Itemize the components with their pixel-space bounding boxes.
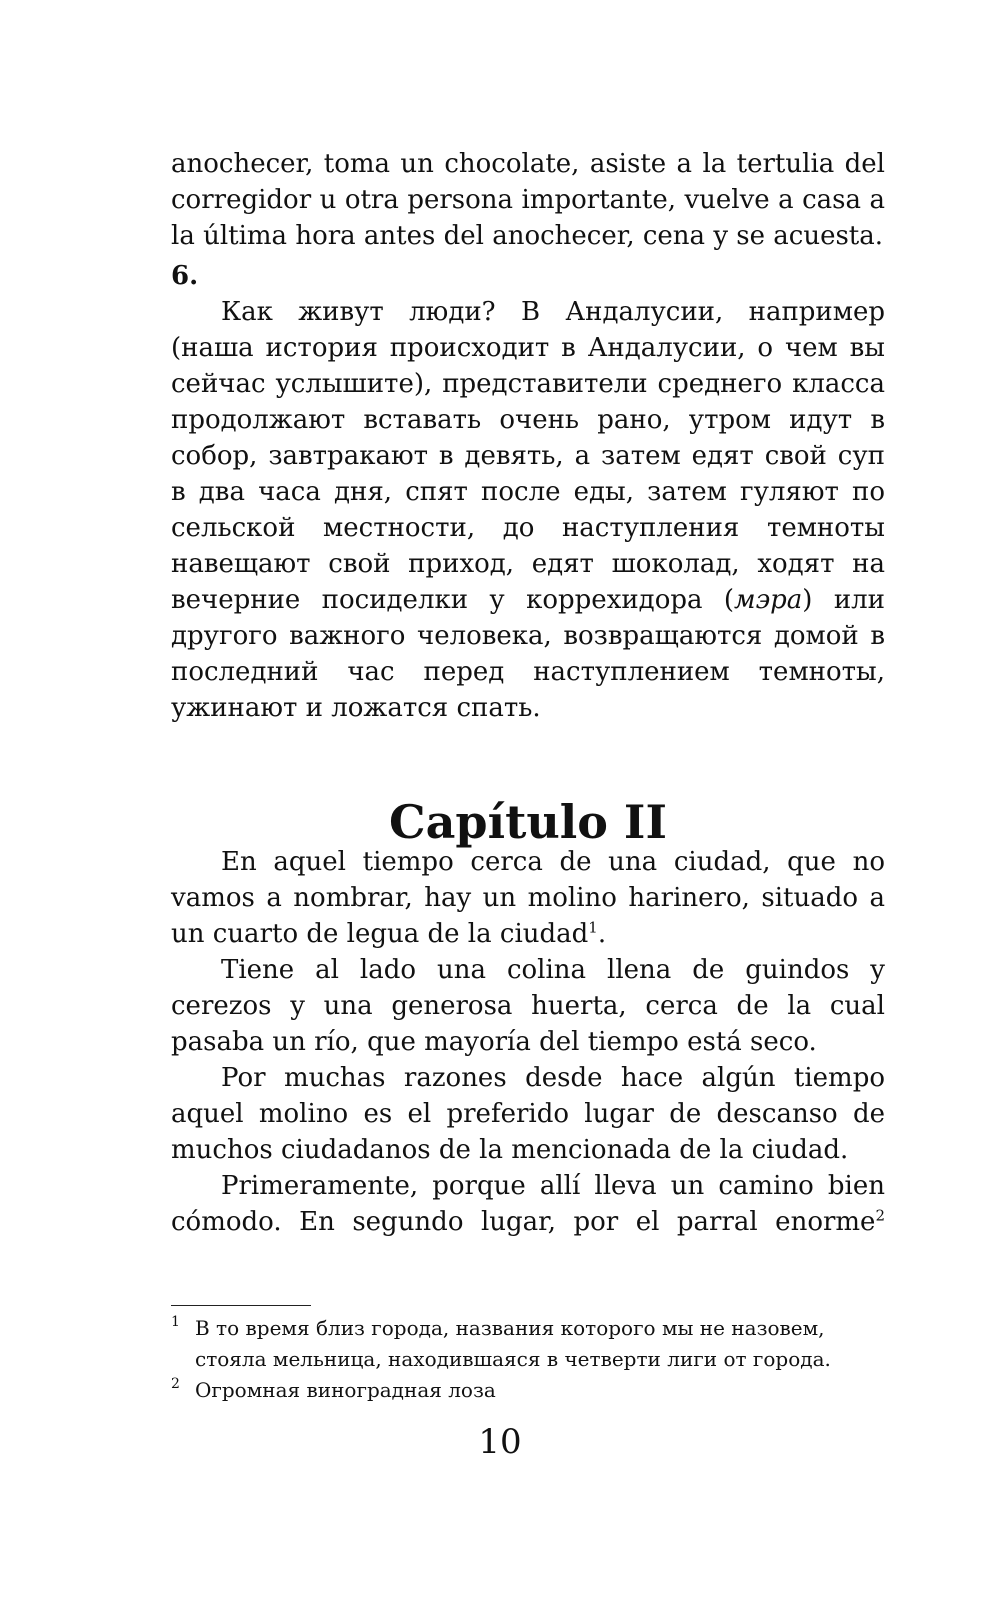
text-block-chapter — [171, 844, 885, 1240]
paragraph-1-text: En aquel tiempo cerca de una ciudad, que no vamos a nombrar, hay un molino harinero, situado a un cuarto de legua de la ciudad — [171, 847, 885, 949]
footnote-ref-1[interactable]: 1 — [588, 918, 598, 937]
continued-paragraph: anochecer, toma un chocolate, asiste a la tertulia del corregidor u otra persona importante, vuelve a casa a la última hora antes del anochecer, cena y se acuesta. — [171, 149, 885, 251]
paragraph-4-text: Primeramente, porque allí lleva un camino bien cómodo. En segundo lugar, por el parral enorme — [171, 1171, 885, 1237]
footnote-2-mark: 2 — [171, 1376, 180, 1392]
section-number: 6. — [171, 261, 199, 291]
footnote-2 — [171, 1375, 885, 1406]
footnote-1-mark: 1 — [171, 1314, 180, 1330]
russian-italic-word: мэра — [734, 585, 803, 615]
footnote-ref-2[interactable]: 2 — [875, 1206, 885, 1225]
russian-text-after: ) или другого важного человека, возвращаются домой в последний час перед наступлением темноты, ужинают и ложатся спать. — [171, 585, 886, 723]
footnote-divider — [171, 1305, 311, 1306]
paragraph-4 — [171, 1168, 885, 1240]
text-block-top — [171, 146, 885, 726]
footnote-1-text: В то время близ города, названия которого мы не назовем, стояла мельница, находившаяся в четверти лиги от города. — [195, 1316, 831, 1371]
paragraph-1-end: . — [597, 919, 607, 949]
russian-paragraph — [171, 294, 885, 726]
paragraph-3: Por muchas razones desde hace algún tiempo aquel molino es el preferido lugar de descanso de muchos ciudadanos de la mencionada de la ciudad. — [171, 1063, 885, 1165]
paragraph-1 — [171, 844, 885, 952]
russian-text-before: Как живут люди? В Андалусии, например (наша история происходит в Андалусии, о чем вы сейчас услышите), представители среднего класса продолжают вставать очень рано, утром идут в собор, завтракают в девять, а затем едят свой суп в два часа дня, спят после еды, затем гуляют по сельской местности, до наступления темноты навещают свой приход, едят шоколад, ходят на вечерние посиделки у коррехидора ( — [171, 297, 885, 615]
paragraph-2: Tiene al lado una colina llena de guindos y cerezos y una generosa huerta, cerca de la cual pasaba un río, que mayoría del tiempo está seco. — [171, 955, 885, 1057]
chapter-title: Capítulo II — [389, 795, 667, 849]
footnote-1 — [171, 1313, 885, 1375]
page-number: 10 — [478, 1422, 522, 1462]
footnote-2-text: Огромная виноградная лоза — [195, 1378, 496, 1402]
